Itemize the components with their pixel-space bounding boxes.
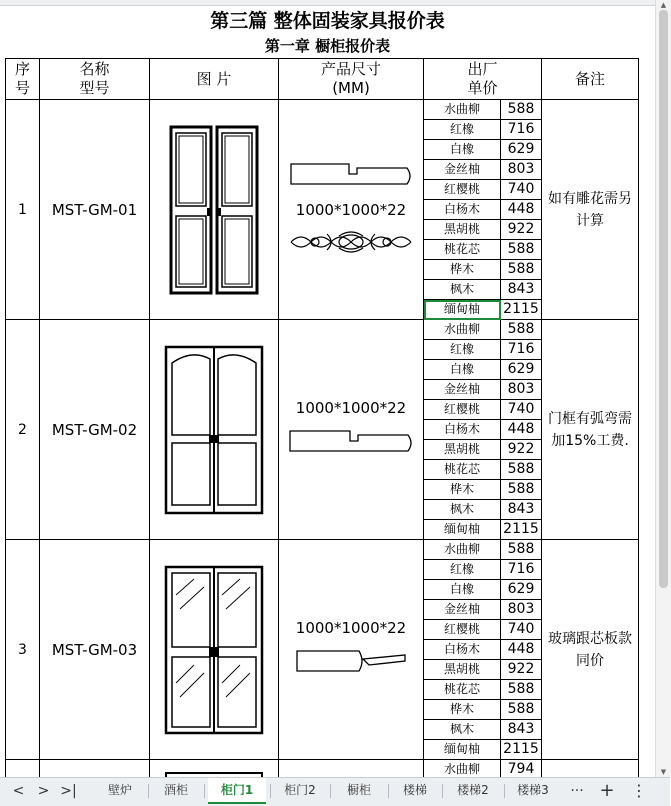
price-cell[interactable]: 2115 [501,520,542,540]
price-cell[interactable]: 922 [501,220,542,240]
model-cell[interactable]: MST-GM-02 [40,320,150,540]
column-header-strip[interactable] [0,0,655,6]
wood-type-cell[interactable]: 红樱桃 [424,400,501,420]
wood-type-cell[interactable]: 黑胡桃 [424,220,501,240]
header-row [6,59,639,100]
header-price-line2: 单价 [467,79,498,97]
wood-type-cell[interactable]: 桃花芯 [424,460,501,480]
sheet-title: 第三篇 整体固装家具报价表 [210,10,445,32]
last-sheet-icon[interactable]: >| [60,783,77,799]
tab-kitchen-cabinet[interactable]: 橱柜 [346,783,371,797]
picture-cell[interactable] [150,100,279,320]
header-seq-line2: 号 [14,79,30,97]
price-cell[interactable]: 803 [501,600,542,620]
wood-type-cell[interactable]: 红橡 [424,340,501,360]
wood-type-cell[interactable]: 水曲柳 [424,100,501,120]
tab-stairs[interactable]: 楼梯 [402,783,427,797]
price-cell[interactable]: 740 [501,620,542,640]
size-cell[interactable] [279,540,424,760]
wood-type-cell[interactable]: 红橡 [424,120,501,140]
model-cell[interactable]: MST-GM-01 [40,100,150,320]
header-size-line1: 产品尺寸 [320,60,381,78]
price-cell[interactable]: 588 [501,260,542,280]
header-name[interactable] [40,59,150,100]
price-cell[interactable]: 716 [501,560,542,580]
scroll-down-arrow-icon[interactable]: ▼ [660,768,667,776]
header-size[interactable] [279,59,424,100]
price-cell[interactable]: 843 [501,500,542,520]
price-cell[interactable]: 803 [501,160,542,180]
wood-type-cell[interactable]: 桃花芯 [424,240,501,260]
wood-type-cell[interactable]: 桦木 [424,260,501,280]
first-sheet-icon[interactable]: < [12,783,25,799]
add-sheet-icon[interactable]: + [599,780,615,801]
tab-stairs-2[interactable]: 楼梯2 [457,783,489,797]
tab-fireplace[interactable]: 壁炉 [107,783,132,797]
seq-cell[interactable]: 3 [6,540,40,760]
sheet-subtitle: 第一章 橱柜报价表 [264,37,391,55]
tab-menu-icon[interactable]: ⋮ [631,781,647,800]
wood-type-cell[interactable]: 桦木 [424,480,501,500]
tab-separator [270,784,271,798]
scrollbar-thumb[interactable] [659,10,668,588]
price-cell[interactable]: 629 [501,360,542,380]
price-cell[interactable]: 588 [501,680,542,700]
price-cell[interactable]: 740 [501,180,542,200]
scroll-up-arrow-icon[interactable]: ▲ [660,1,667,9]
more-tabs-icon[interactable]: ··· [570,783,584,799]
sheet-tab-bar [0,777,670,806]
price-cell[interactable]: 843 [501,720,542,740]
price-cell[interactable]: 448 [501,640,542,660]
tab-separator [504,784,505,798]
wood-type-cell[interactable]: 枫木 [424,500,501,520]
wood-type-cell[interactable]: 枫木 [424,280,501,300]
wood-type-cell[interactable]: 水曲柳 [424,540,501,560]
note-cell[interactable]: 如有雕花需另计算 [542,100,639,320]
price-cell[interactable]: 794 [501,760,542,780]
arched-door-panel-icon [164,345,264,515]
tab-cabinet-door-2[interactable]: 柜门2 [284,783,316,797]
picture-cell[interactable] [150,540,279,760]
tab-wine-cabinet[interactable]: 酒柜 [163,783,188,797]
tab-separator [442,784,443,798]
tab-cabinet-door-1[interactable]: 柜门1 [208,778,266,804]
header-note[interactable]: 备注 [542,59,639,100]
price-cell[interactable]: 629 [501,140,542,160]
wood-type-cell[interactable]: 金丝柚 [424,600,501,620]
header-size-line2: (MM) [332,79,370,97]
wood-type-cell[interactable]: 白杨木 [424,200,501,220]
price-cell[interactable]: 716 [501,340,542,360]
wood-type-cell[interactable]: 红樱桃 [424,620,501,640]
wood-type-cell[interactable]: 桃花芯 [424,680,501,700]
picture-cell[interactable] [150,320,279,540]
wood-type-cell[interactable]: 金丝柚 [424,160,501,180]
selected-cell[interactable]: 缅甸柚 [424,300,501,320]
model-cell[interactable]: MST-GM-03 [40,540,150,760]
tab-separator [388,784,389,798]
size-value: 1000*1000*22 [295,618,407,637]
size-value: 1000*1000*22 [295,200,407,219]
wood-type-cell[interactable]: 缅甸柚 [424,740,501,760]
double-door-panel-icon [168,124,260,296]
note-cell[interactable]: 门框有弧弯需加15%工费. [542,320,639,540]
size-cell[interactable] [279,320,424,540]
price-cell[interactable]: 588 [501,700,542,720]
wood-type-cell[interactable]: 黑胡桃 [424,440,501,460]
header-name-line1: 名称 [79,60,110,78]
tab-stairs-3[interactable]: 楼梯3 [517,783,549,797]
table-row [6,100,639,120]
vertical-scrollbar[interactable] [655,0,671,777]
wood-type-cell[interactable]: 白杨木 [424,420,501,440]
price-cell[interactable]: 843 [501,280,542,300]
wood-type-cell[interactable]: 缅甸柚 [424,520,501,540]
tab-separator [330,784,331,798]
price-cell[interactable]: 2115 [501,740,542,760]
next-sheet-icon[interactable]: > [37,783,50,799]
price-cell[interactable]: 588 [501,480,542,500]
price-cell[interactable]: 588 [501,100,542,120]
door-profile-icon [291,641,411,681]
table-row [6,540,639,560]
size-cell[interactable] [279,100,424,320]
price-cell[interactable]: 588 [501,460,542,480]
price-cell[interactable]: 588 [501,540,542,560]
wood-type-cell[interactable]: 枫木 [424,720,501,740]
size-value: 1000*1000*22 [295,398,407,417]
glass-door-panel-icon [164,565,264,735]
price-cell[interactable]: 922 [501,440,542,460]
seq-cell[interactable]: 2 [6,320,40,540]
wood-type-cell[interactable]: 水曲柳 [424,320,501,340]
wood-type-cell[interactable]: 黑胡桃 [424,660,501,680]
seq-cell[interactable]: 1 [6,100,40,320]
wood-type-cell[interactable]: 红樱桃 [424,180,501,200]
header-seq-line1: 序 [14,60,30,78]
tab-separator [148,784,149,798]
header-seq[interactable] [6,59,40,100]
price-cell[interactable]: 922 [501,660,542,680]
table-row [6,320,639,340]
price-cell[interactable]: 803 [501,380,542,400]
price-cell[interactable]: 448 [501,200,542,220]
door-profile-icon [286,421,416,461]
wood-type-cell[interactable]: 白杨木 [424,640,501,660]
note-cell[interactable]: 玻璃跟芯板款同价 [542,540,639,760]
tab-separator [204,784,205,798]
price-cell[interactable]: 588 [501,320,542,340]
price-cell[interactable]: 2115 [501,300,542,320]
wood-type-cell[interactable]: 白橡 [424,580,501,600]
price-cell[interactable]: 629 [501,580,542,600]
wood-type-cell[interactable]: 红橡 [424,560,501,580]
wood-type-cell[interactable]: 白橡 [424,140,501,160]
wood-type-cell[interactable]: 白橡 [424,360,501,380]
price-cell[interactable]: 448 [501,420,542,440]
wood-type-cell[interactable]: 金丝柚 [424,380,501,400]
price-table [5,58,639,780]
header-picture[interactable]: 图 片 [150,59,279,100]
wood-type-cell[interactable]: 桦木 [424,700,501,720]
header-price[interactable] [424,59,542,100]
header-price-line1: 出厂 [467,60,498,78]
price-cell[interactable]: 716 [501,120,542,140]
price-cell[interactable]: 588 [501,240,542,260]
price-cell[interactable]: 740 [501,400,542,420]
header-name-line2: 型号 [79,79,110,97]
wood-type-cell[interactable]: 水曲柳 [424,760,501,780]
